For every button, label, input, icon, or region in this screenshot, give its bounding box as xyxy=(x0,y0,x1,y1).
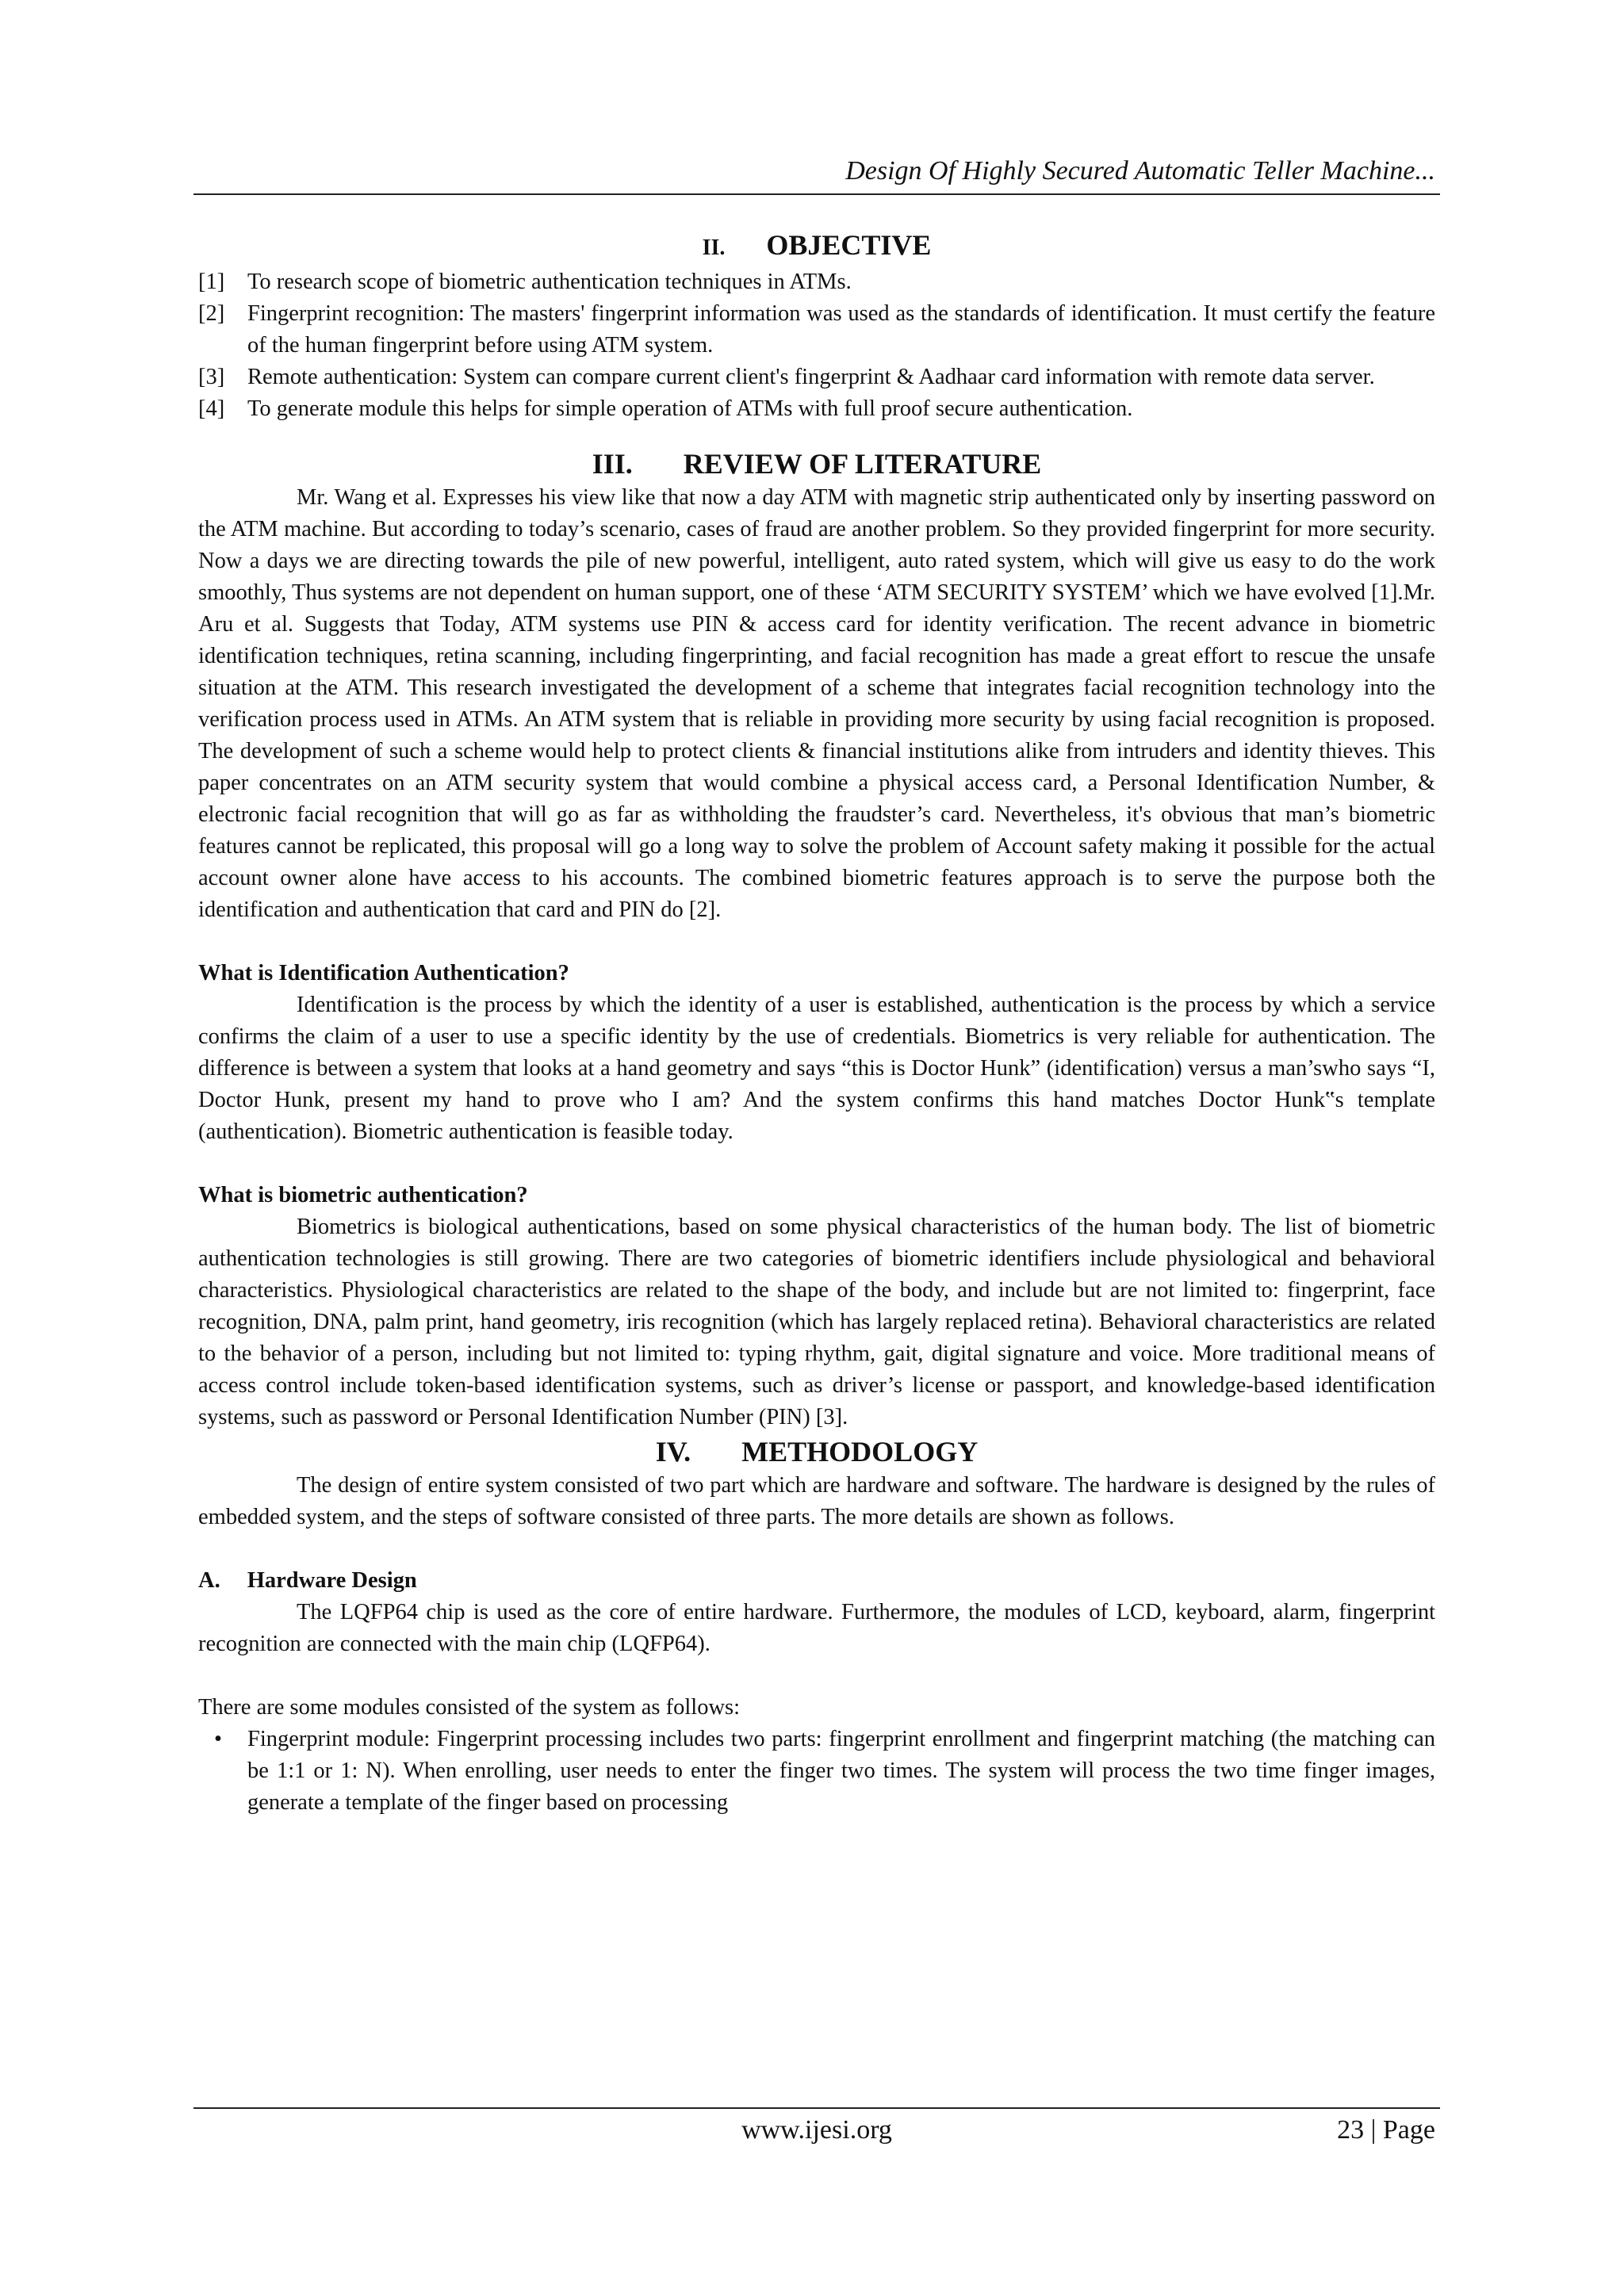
hardware-paragraph: The LQFP64 chip is used as the core of entire hardware. Furthermore, the modules of LCD, keyboard, alarm, fingerprint recognition are connected with the main chip (LQFP64). xyxy=(198,1600,1435,1656)
list-marker: [2] xyxy=(198,301,225,326)
biometric-paragraph: Biometrics is biological authentications, based on some physical characteristics of the human body. The list of biometric authentication technologies is still growing. There are two categories of biometric identifiers include physiological and behavioral characteristics. Physiological characteristics are related to the shape of the body, and include but are not limited to: fingerprint, face recognition, DNA, palm print, hand geometry, iris recognition (which has largely replaced retina). Behavioral characteristics are related to the behavior of a person, including but not limited to: typing rhythm, gait, digital signature and voice. More traditional means of access control include token-based identification systems, such as driver’s license or passport, and knowledge-based identification systems, such as password or Personal Identification Number (PIN) [3]. xyxy=(198,1215,1435,1429)
list-marker: [3] xyxy=(198,365,225,389)
section-number: II. xyxy=(702,235,726,260)
list-item-text: To generate module this helps for simple operation of ATMs with full proof secure authentication. xyxy=(247,396,1133,421)
list-item-text: Fingerprint recognition: The masters' fingerprint information was used as the standards of identification. It must certify the feature of the human fingerprint before using ATM system. xyxy=(247,301,1435,358)
list-item xyxy=(198,1724,1435,1819)
section-title: OBJECTIVE xyxy=(766,229,932,261)
modules-list xyxy=(198,1724,1435,1819)
subsection-title: Hardware Design xyxy=(247,1568,417,1593)
list-marker: [4] xyxy=(198,396,225,421)
list-item xyxy=(198,393,1435,425)
section-title: METHODOLOGY xyxy=(741,1436,979,1468)
footer-website: www.ijesi.org xyxy=(741,2115,892,2145)
section-heading-review xyxy=(198,446,1435,482)
list-item-text: To research scope of biometric authentication techniques in ATMs. xyxy=(247,270,852,294)
list-item-text: Fingerprint module: Fingerprint processing includes two parts: fingerprint enrollment and fingerprint matching (the matching can be 1:1 or 1: N). When enrolling, user needs to enter the finger two times. The system will process the two time finger images, generate a template of the finger based on processing xyxy=(247,1727,1435,1815)
identification-paragraph: Identification is the process by which the identity of a user is established, authentication is the process by which a service confirms the claim of a user to use a specific identity by the use of credentials. Biometrics is very reliable for authentication. The difference is between a system that looks at a hand geometry and says “this is Doctor Hunk” (identification) versus a man’swho says “I, Doctor Hunk, present my hand to prove who I am? And the system confirms this hand matches Doctor Hunk‟s template (authentication). Biometric authentication is feasible today. xyxy=(198,993,1435,1144)
section-heading-objective xyxy=(198,227,1435,266)
footer-rule xyxy=(193,2107,1440,2109)
list-item xyxy=(198,298,1435,362)
list-item xyxy=(198,362,1435,393)
review-paragraph: Mr. Wang et al. Expresses his view like that now a day ATM with magnetic strip authenticated only by inserting password on the ATM machine. But according to today’s scenario, cases of fraud are another problem. So they provided fingerprint for more security. Now a days we are directing towards the pile of new powerful, intelligent, auto rated system, which will give us easy to do the work smoothly, Thus systems are not dependent on human support, one of these ‘ATM SECURITY SYSTEM’ which we have evolved [1].Mr. Aru et al. Suggests that Today, ATM systems use PIN & access card for identity verification. The recent advance in biometric identification techniques, retina scanning, including fingerprinting, and facial recognition has made a great effort to rescue the unsafe situation at the ATM. This research investigated the development of a scheme that integrates facial recognition technology into the verification process used in ATMs. An ATM system that is reliable in providing more security by using facial recognition is proposed. The development of such a scheme would help to protect clients & financial institutions alike from intruders and identity thieves. This paper concentrates on an ATM security system that would combine a physical access card, a Personal Identification Number, & electronic facial recognition that will go as far as withholding the fraudster’s card. Nevertheless, it's obvious that man’s biometric features cannot be replicated, this proposal will go a long way to solve the problem of Account safety making it possible for the actual account owner alone have access to his accounts. The combined biometric features approach is to serve the purpose both the identification and authentication that card and PIN do [2]. xyxy=(198,485,1435,922)
header-rule xyxy=(193,193,1440,195)
list-item-text: Remote authentication: System can compare current client's fingerprint & Aadhaar card information with remote data server. xyxy=(247,365,1375,389)
methodology-paragraph: The design of entire system consisted of two part which are hardware and software. The hardware is designed by the rules of embedded system, and the steps of software consisted of three parts. The more details are shown as follows. xyxy=(198,1473,1435,1529)
section-heading-methodology xyxy=(198,1433,1435,1470)
section-title: REVIEW OF LITERATURE xyxy=(683,448,1042,480)
list-marker: [1] xyxy=(198,270,225,294)
subheading-identification: What is Identification Authentication? xyxy=(198,961,569,985)
subheading-biometric: What is biometric authentication? xyxy=(198,1183,528,1207)
section-number: IV. xyxy=(655,1436,691,1468)
body-content xyxy=(198,227,1435,1819)
subheading-hardware-design xyxy=(198,1565,1435,1597)
subsection-letter: A. xyxy=(198,1568,220,1593)
list-item xyxy=(198,266,1435,298)
bullet-icon: • xyxy=(214,1727,222,1751)
running-header: Design Of Highly Secured Automatic Teller Machine... xyxy=(845,156,1435,186)
page-number: 23 | Page xyxy=(1337,2115,1435,2145)
modules-intro: There are some modules consisted of the system as follows: xyxy=(198,1695,741,1720)
objective-list xyxy=(198,266,1435,425)
section-number: III. xyxy=(592,448,633,480)
